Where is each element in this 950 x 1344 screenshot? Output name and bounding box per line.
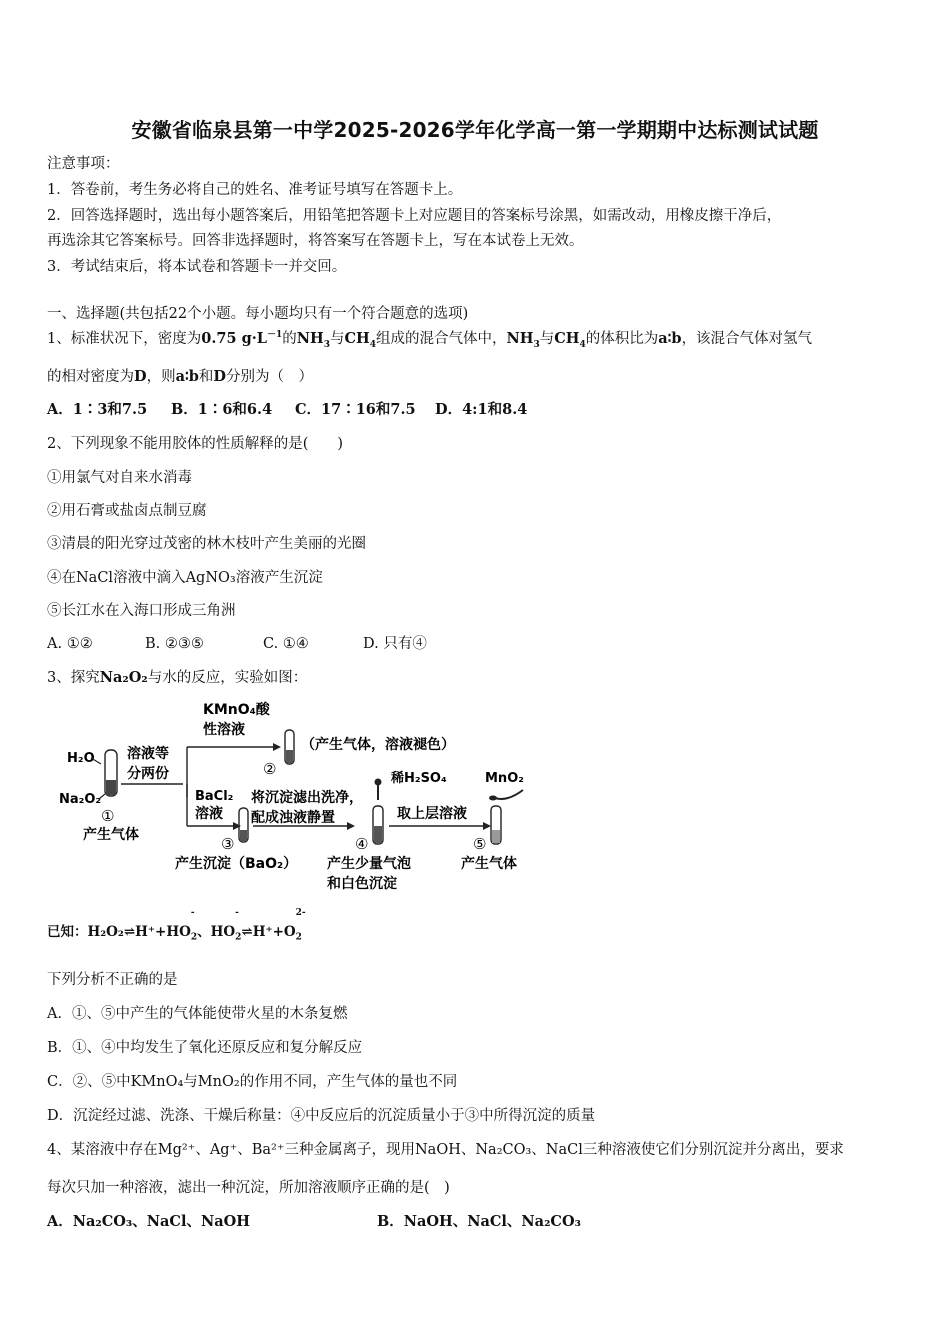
notice-item: 2．回答选择题时，选出每小题答案后，用铅笔把答题卡上对应题目的答案标号涂黑，如需改动，用橡皮擦干净后， <box>47 208 782 224</box>
q4-stem-line2: 每次只加一种溶液，滤出一种沉淀，所加溶液顺序正确的是( ) <box>47 1180 450 1196</box>
q2-item: ②用石膏或盐卤点制豆腐 <box>47 503 207 519</box>
q1-option-d[interactable]: D．4:1和8.4 <box>435 401 528 418</box>
notice-heading: 注意事项： <box>47 156 120 172</box>
q4-option-b[interactable]: B．NaOH、NaCl、Na₂CO₃ <box>377 1213 581 1230</box>
page-title: 安徽省临泉县第一中学2025-2026学年化学高一第一学期期中达标测试试题 <box>131 118 819 142</box>
notice-item: 再选涂其它答案标号。回答非选择题时，将答案写在答题卡上，写在本试卷上无效。 <box>47 233 584 249</box>
acid-label: 稀H₂SO₄ <box>391 771 447 786</box>
q1-option-c[interactable]: C．17∶16和7.5 <box>295 401 416 418</box>
q3-option-b[interactable]: B．①、④中均发生了氧化还原反应和复分解反应 <box>47 1040 363 1056</box>
process-label: 配成浊液静置 <box>251 810 335 826</box>
split-label: 分两份 <box>127 766 169 782</box>
result-label: 产生气体 <box>461 856 517 872</box>
q1-stem-line1: 1、标准状况下，密度为0.75 $g\cdot L^{-1}$的$NH_3$与$CH_4$组成的混合气体中，$NH_3$与$CH_4$的体积比为a∶b，该混合气体对氢气 <box>47 330 813 350</box>
result-label: 和白色沉淀 <box>327 876 397 892</box>
q2-item: ④在NaCl溶液中滴入AgNO₃溶液产生沉淀 <box>47 570 323 586</box>
experiment-diagram <box>55 698 535 898</box>
q3-option-c[interactable]: C．②、⑤中KMnO₄与MnO₂的作用不同，产生气体的量也不同 <box>47 1074 458 1090</box>
bacl2-label: 溶液 <box>195 806 223 822</box>
na2o2-label: Na₂O₂ <box>59 792 102 807</box>
kmno4-label: KMnO₄酸 <box>203 702 270 718</box>
q1-option-a[interactable]: A．1∶3和7.5 <box>47 401 148 418</box>
q3-known: 已知：H₂O₂⇌H⁺+HO - $_2$、HO - $_2$⇌H⁺+O 2- $_2$ <box>47 908 306 943</box>
q4-option-a[interactable]: A．Na₂CO₃、NaCl、NaOH <box>47 1213 250 1230</box>
q2-option-b[interactable]: B. ②③⑤ <box>145 636 204 652</box>
split-label: 溶液等 <box>127 746 169 762</box>
kmno4-label: 性溶液 <box>203 722 245 738</box>
tube-number: ① <box>101 807 115 825</box>
result-label: 产生气体 <box>83 827 139 843</box>
q2-item: ③清晨的阳光穿过茂密的林木枝叶产生美丽的光圈 <box>47 536 366 552</box>
mno2-label: MnO₂ <box>485 771 524 786</box>
q2-item: ①用氯气对自来水消毒 <box>47 470 192 486</box>
water-label: H₂O <box>67 751 95 766</box>
q3-stem: 3、探究Na₂O₂与水的反应，实验如图： <box>47 669 308 686</box>
q2-options <box>47 632 427 653</box>
q1-stem-line2: 的相对密度为D，则a∶b和D分别为（ ） <box>47 368 313 385</box>
q2-option-c[interactable]: C. ①④ <box>263 636 309 652</box>
q3-option-d[interactable]: D．沉淀经过滤、洗涤、干燥后称量：④中反应后的沉淀质量小于③中所得沉淀的质量 <box>47 1108 596 1124</box>
q2-option-a[interactable]: A. ①② <box>47 636 93 652</box>
process-label: 将沉淀滤出洗净， <box>251 790 363 806</box>
result-label: 产生沉淀（BaO₂） <box>175 856 298 872</box>
notice-item: 3．考试结束后，将本试卷和答题卡一并交回。 <box>47 259 347 275</box>
q2-item: ⑤长江水在入海口形成三角洲 <box>47 603 236 619</box>
result-label: （产生气体，溶液褪色） <box>301 737 455 753</box>
notice-item: 1．答卷前，考生务必将自己的姓名、准考证号填写在答题卡上。 <box>47 182 463 198</box>
q3-question: 下列分析不正确的是 <box>47 972 178 988</box>
q3-option-a[interactable]: A．①、⑤中产生的气体能使带火星的木条复燃 <box>47 1006 348 1022</box>
q2-option-d[interactable]: D. 只有④ <box>363 636 427 652</box>
section-heading: 一、选择题(共包括22个小题。每小题均只有一个符合题意的选项) <box>47 306 469 322</box>
q1-option-b[interactable]: B．1∶6和6.4 <box>171 401 273 418</box>
tube-number: ⑤ <box>473 835 487 853</box>
q1-options <box>47 398 527 419</box>
bacl2-label: BaCl₂ <box>195 789 234 804</box>
tube-number: ④ <box>355 835 369 853</box>
result-label: 产生少量气泡 <box>327 856 411 872</box>
q2-stem: 2、下列现象不能用胶体的性质解释的是( ) <box>47 436 344 452</box>
q4-options <box>47 1210 581 1231</box>
q4-stem-line1: 4、某溶液中存在Mg²⁺、Ag⁺、Ba²⁺三种金属离子，现用NaOH、Na₂CO₃、NaCl三种溶液使它们分别沉淀并分离出，要求 <box>47 1142 844 1158</box>
tube-number: ② <box>263 760 277 778</box>
process-label: 取上层溶液 <box>397 806 467 822</box>
tube-number: ③ <box>221 835 235 853</box>
